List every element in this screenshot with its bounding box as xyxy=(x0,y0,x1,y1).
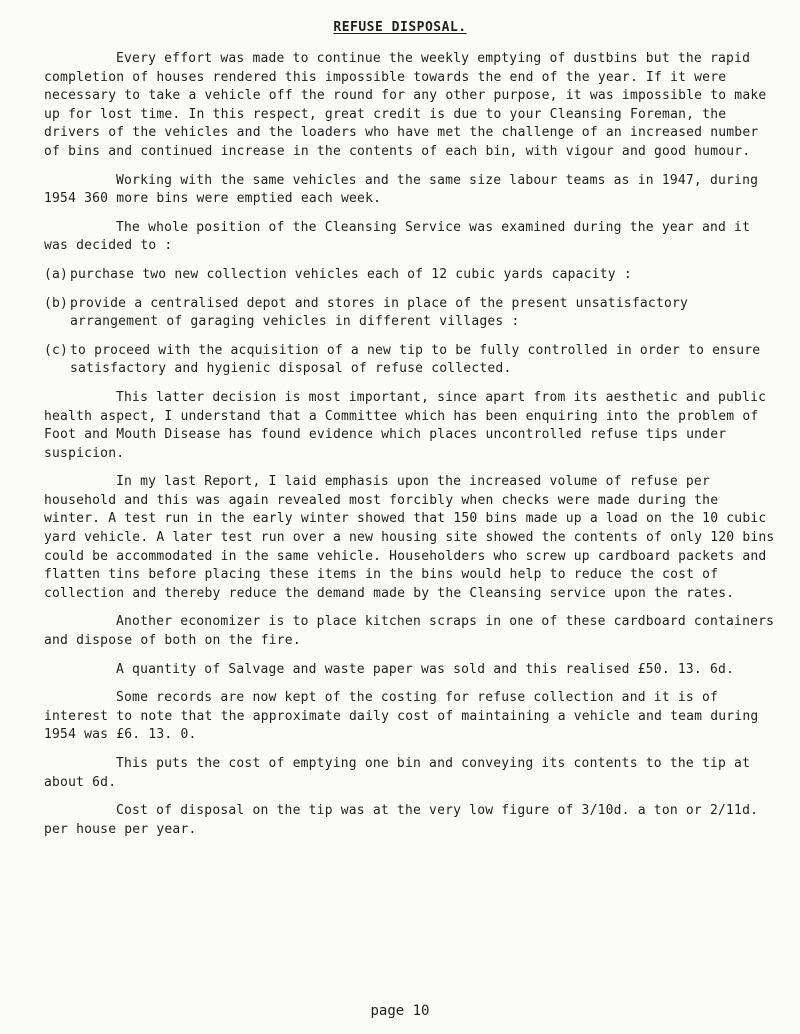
paragraph-disposal-cost: Cost of disposal on the tip was at the very low figure of 3/10d. a ton or 2/11d. per house per year. xyxy=(44,803,759,837)
section-heading xyxy=(0,20,800,35)
list-item-text: provide a centralised depot and stores in place of the present unsatisfactory arrangement of garaging vehicles in different villages : xyxy=(70,295,689,330)
paragraph-foot-and-mouth: This latter decision is most important, since apart from its aesthetic and public health aspect, I understand that a Committee which has been enquiring into the problem of Foot and Mouth Disease has found evidence which places uncontrolled refuse tips under suspicion. xyxy=(44,389,767,461)
paragraph-cost-per-bin: This puts the cost of emptying one bin and conveying its contents to the tip at about 6d. xyxy=(44,756,751,790)
list-item-text: to proceed with the acquisition of a new tip to be fully controlled in order to ensure satisfactory and hygienic disposal of refuse collected. xyxy=(70,342,761,377)
paragraph-weekly-emptying: Every effort was made to continue the weekly emptying of dustbins but the rapid completion of houses rendered this impossible towards the end of the year. If it were necessary to take a vehicle off the round for any other purpose, it was impossible to make up for lost time. In this respect, great credit is due to your Cleansing Foreman, the drivers of the vehicles and the loaders who have met the challenge of an increased number of bins and continued increase in the contents of each bin, with vigour and good humour. xyxy=(44,51,767,159)
heading-text: REFUSE DISPOSAL. xyxy=(333,20,467,35)
list-item-text: purchase two new collection vehicles each of 12 cubic yards capacity : xyxy=(70,266,632,282)
paragraph-cleansing-review: The whole position of the Cleansing Service was examined during the year and it was decided to : xyxy=(44,219,751,254)
list-marker: (c) xyxy=(44,342,69,358)
paragraph-refuse-volume: In my last Report, I laid emphasis upon the increased volume of refuse per household and this was again revealed most forcibly when checks were made during the winter. A test run in the early winter showed that 150 bins made up a load on the 10 cubic yard vehicle. A later test run over a new housing site showed the contents of only 120 bins could be accommodated in the same vehicle. Householders who screw up cardboard packets and flatten tins before placing these items in the bins would help to reduce the cost of collection and thereby reduce the demand made by the Cleansing service upon the rates. xyxy=(44,474,775,601)
list-item-b xyxy=(44,295,776,332)
list-item-c xyxy=(44,342,776,379)
page-number: page 10 xyxy=(370,1003,430,1019)
list-item-a xyxy=(44,266,776,285)
list-marker: (b) xyxy=(44,295,69,311)
paragraph-costing: Some records are now kept of the costing for refuse collection and it is of interest to note that the approximate daily cost of maintaining a vehicle and team during 1954 was £6. 13. 0. xyxy=(44,690,759,743)
list-marker: (a) xyxy=(44,266,69,282)
paragraph-salvage: A quantity of Salvage and waste paper was sold and this realised £50. 13. 6d. xyxy=(116,661,735,677)
paragraph-economizer: Another economizer is to place kitchen scraps in one of these cardboard containers and dispose of both on the fire. xyxy=(44,614,775,649)
body-text xyxy=(44,50,776,849)
paragraph-labour-teams: Working with the same vehicles and the same size labour teams as in 1947, during 1954 360 more bins were emptied each week. xyxy=(44,172,759,207)
